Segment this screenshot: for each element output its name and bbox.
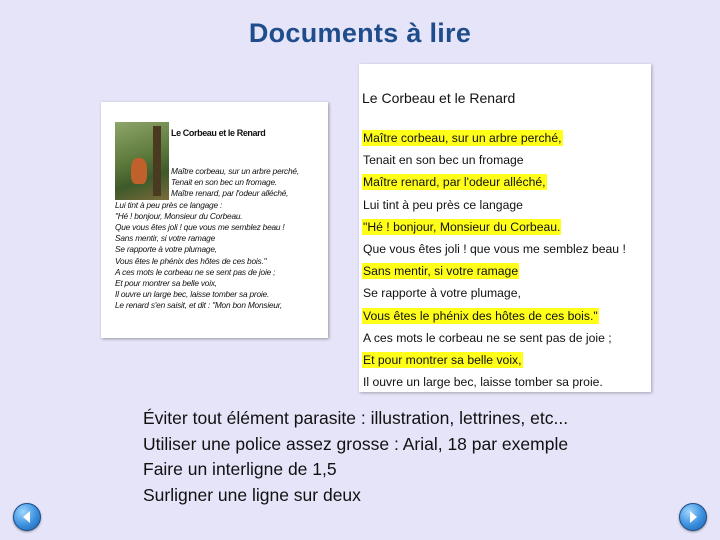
advice-item: Faire un interligne de 1,5 bbox=[143, 459, 337, 479]
scan-line: Il ouvre un large bec, laisse tomber sa proie. bbox=[115, 289, 270, 300]
doc-line-text: Que vous êtes joli ! que vous me semblez beau ! bbox=[363, 241, 626, 256]
scan-line: A ces mots le corbeau ne se sent pas de joie ; bbox=[115, 266, 276, 277]
doc-line bbox=[362, 194, 650, 216]
scan-line: Sans mentir, si votre ramage bbox=[115, 233, 215, 244]
highlighted-line bbox=[362, 349, 650, 371]
advice-item: Utiliser une police assez grosse : Arial, 18 par exemple bbox=[143, 433, 569, 454]
doc-line-text: A ces mots le corbeau ne se sent pas de joie ; bbox=[363, 330, 612, 345]
doc-line-text: Vous êtes le phénix des hôtes de ces bois." bbox=[363, 308, 598, 323]
doc-line-text: Se rapporte à votre plumage, bbox=[363, 286, 521, 301]
previous-slide-button[interactable] bbox=[13, 503, 41, 531]
highlighted-line bbox=[362, 260, 650, 282]
doc-line-text: Sans mentir, si votre ramage bbox=[363, 264, 519, 279]
arrow-left-icon bbox=[14, 504, 40, 530]
doc-line bbox=[362, 282, 650, 304]
adapted-document bbox=[359, 64, 651, 392]
doc-line bbox=[362, 238, 650, 260]
scan-line: Se rapporte à votre plumage, bbox=[115, 244, 217, 255]
arrow-right-icon bbox=[680, 504, 706, 530]
scan-line: Maître renard, par l'odeur alléché, bbox=[171, 188, 289, 199]
doc-line bbox=[362, 371, 650, 393]
advice-list bbox=[143, 406, 568, 508]
scan-line: "Hé ! bonjour, Monsieur du Corbeau. bbox=[115, 210, 243, 221]
scan-line: Vous êtes le phénix des hôtes de ces bois." bbox=[115, 255, 267, 266]
doc-title: Le Corbeau et le Renard bbox=[362, 90, 516, 106]
scan-line: Et pour montrer sa belle voix, bbox=[115, 278, 217, 289]
scan-line: Le renard s'en saisit, et dit : "Mon bon Monsieur, bbox=[115, 300, 283, 311]
doc-line-text: Maître corbeau, sur un arbre perché, bbox=[363, 131, 562, 145]
doc-text bbox=[362, 127, 650, 393]
next-slide-button[interactable] bbox=[679, 503, 707, 531]
highlighted-line bbox=[362, 305, 650, 327]
advice-item: Surligner une ligne sur deux bbox=[143, 484, 361, 505]
doc-line-text: Tenait en son bec un fromage bbox=[363, 153, 524, 168]
slide-title: Documents à lire bbox=[248, 18, 472, 48]
doc-line bbox=[362, 149, 650, 171]
scan-text bbox=[115, 166, 327, 312]
scan-line: Tenait en son bec un fromage. bbox=[171, 177, 277, 188]
doc-line bbox=[362, 327, 650, 349]
doc-line-text: Il ouvre un large bec, laisse tomber sa proie. bbox=[363, 375, 603, 390]
scan-line: Maître corbeau, sur un arbre perché, bbox=[171, 166, 299, 176]
doc-line-text: Et pour montrer sa belle voix, bbox=[363, 352, 522, 367]
scan-line: Lui tint à peu près ce langage : bbox=[115, 199, 223, 210]
doc-line-text: "Hé ! bonjour, Monsieur du Corbeau. bbox=[363, 219, 561, 234]
doc-line-text: Lui tint à peu près ce langage bbox=[363, 197, 523, 212]
scan-line: Que vous êtes joli ! que vous me semblez beau ! bbox=[115, 222, 285, 233]
advice-item: Éviter tout élément parasite : illustration, lettrines, etc... bbox=[143, 408, 569, 428]
highlighted-line bbox=[362, 127, 650, 149]
doc-line-text: Maître renard, par l'odeur alléché, bbox=[363, 175, 546, 190]
original-document-scan bbox=[101, 102, 328, 338]
highlighted-line bbox=[362, 216, 650, 238]
highlighted-line bbox=[362, 171, 650, 193]
scan-title: Le Corbeau et le Renard bbox=[171, 128, 266, 138]
